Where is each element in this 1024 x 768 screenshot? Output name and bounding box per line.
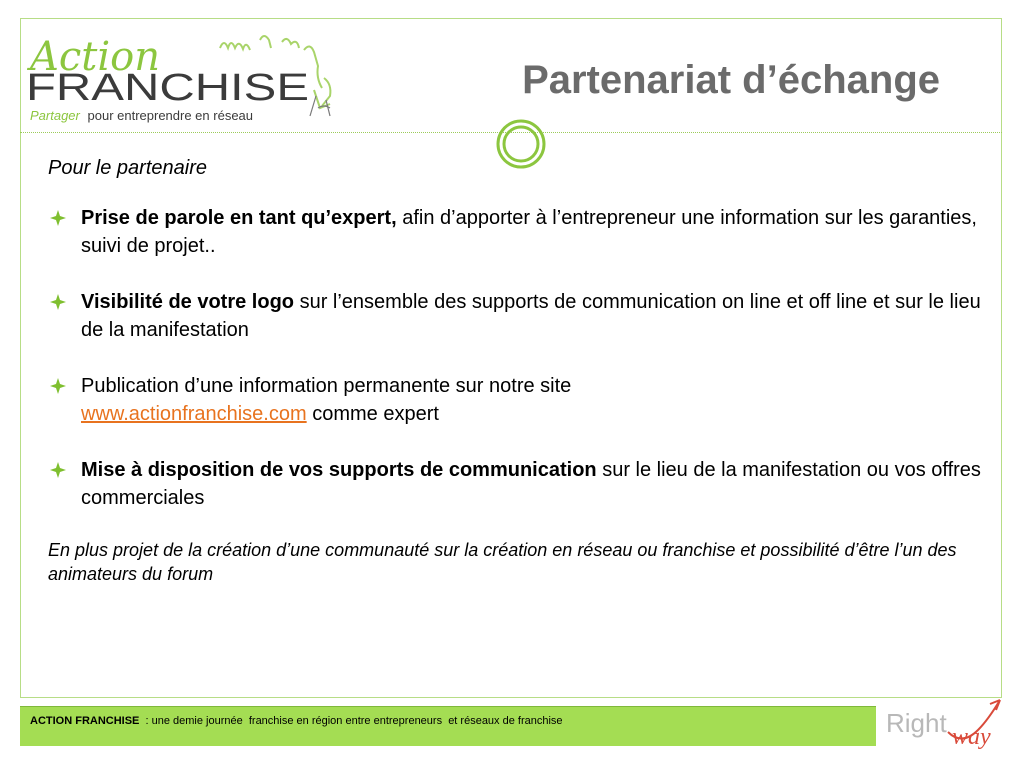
slide-title: Partenariat d’échange (522, 58, 940, 102)
bullet-item (50, 372, 990, 428)
footer-brand: ACTION FRANCHISE (30, 715, 140, 727)
bullet-bold-text: Visibilité de votre logo (81, 291, 295, 313)
rightway-logo (880, 696, 1010, 752)
diamond-bullet-icon (50, 210, 66, 226)
diamond-bullet-icon (50, 294, 66, 310)
closing-note: En plus projet de la création d’une communauté sur la création en réseau ou franchise et possibilité d’être l’un des animateurs du forum (48, 540, 957, 584)
bullet-list (50, 204, 990, 540)
website-link[interactable]: www.actionfranchise.com (81, 403, 307, 425)
bullet-text: sur le lieu de la manifestation ou vos offres commerciales (81, 459, 981, 509)
diamond-bullet-icon (50, 378, 66, 394)
svg-text:Partager pour entreprendre (30, 108, 253, 123)
bullet-item (50, 204, 990, 260)
bullet-text: afin d’apporter à l’entrepreneur une information sur les garanties, suivi de projet.. (81, 207, 977, 257)
logo-main-word: FRANCHISE (26, 67, 309, 109)
ring-icon (495, 118, 547, 170)
bullet-item (50, 288, 990, 344)
bullet-bold-text: Mise à disposition de vos supports de communication (81, 459, 597, 481)
footer-bar (20, 706, 876, 746)
section-subtitle: Pour le partenaire (48, 157, 207, 179)
bullet-text-after: comme expert (306, 403, 439, 425)
bullet-item (50, 456, 990, 512)
footer-description: : une demie journée franchise en région entre entrepreneurs et réseaux de franchise (139, 715, 563, 727)
logo-tagline: pour entreprendre en réseau (87, 108, 254, 123)
logo-script-word: Action (30, 34, 160, 80)
rightway-logo-text-a: Right (886, 708, 947, 738)
action-franchise-logo (24, 30, 352, 126)
logo-tagline-accent: Partager (30, 108, 80, 123)
rightway-logo-text-b: way (952, 724, 991, 750)
bullet-text: sur l’ensemble des supports de communication on line et off line et sur le lieu de la manifestation (81, 291, 981, 341)
bullet-text: Publication d’une information permanente sur notre site (81, 375, 572, 397)
bullet-bold-text: Prise de parole en tant qu’expert, (81, 207, 397, 229)
footer-text (30, 715, 563, 727)
diamond-bullet-icon (50, 462, 66, 478)
